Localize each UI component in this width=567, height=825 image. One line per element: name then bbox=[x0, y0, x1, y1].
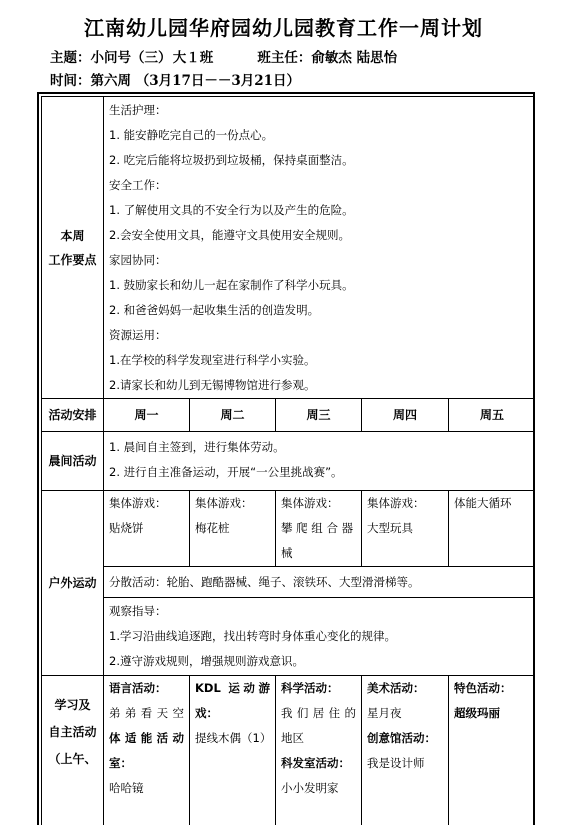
morning-label: 晨间活动 bbox=[42, 432, 104, 491]
focus-line: 2.会安全使用文具，能遵守文具使用安全规则。 bbox=[109, 228, 350, 242]
outdoor-split: 分散活动：轮胎、跑酷器械、绳子、滚铁环、大型滑滑梯等。 bbox=[104, 567, 536, 598]
day-tuesday: 周二 bbox=[190, 399, 276, 432]
day-friday: 周五 bbox=[449, 399, 536, 432]
focus-line: 1. 鼓励家长和幼儿一起在家制作了科学小玩具。 bbox=[109, 278, 354, 292]
schedule-header-row bbox=[42, 399, 536, 432]
study-label: 学习及 自主活动 （上午、 bbox=[42, 676, 104, 825]
morning-row bbox=[42, 432, 536, 491]
morning-line-1: 1. 晨间自主签到，进行集体劳动。 bbox=[109, 440, 285, 454]
outdoor-game-tue: 集体游戏： 梅花桩 bbox=[190, 491, 276, 567]
study-thu: 美术活动： 星月夜 创意馆活动： 我是设计师 bbox=[362, 676, 449, 825]
meta-row-1 bbox=[50, 46, 397, 66]
focus-line: 家园协同： bbox=[109, 253, 167, 267]
outdoor-split-row bbox=[42, 567, 536, 598]
focus-line: 2.请家长和幼儿到无锡博物馆进行参观。 bbox=[109, 378, 316, 392]
focus-row bbox=[42, 97, 536, 399]
focus-line: 1. 能安静吃完自己的一份点心。 bbox=[109, 128, 274, 142]
focus-line: 2. 和爸爸妈妈一起收集生活的创造发明。 bbox=[109, 303, 320, 317]
study-tue: KDL 运动游 戏： 提线木偶（1） bbox=[190, 676, 276, 825]
study-fri: 特色活动： 超级玛丽 bbox=[449, 676, 536, 825]
schedule-label: 活动安排 bbox=[42, 399, 104, 432]
plan-table-frame bbox=[37, 92, 535, 825]
day-monday: 周一 bbox=[104, 399, 190, 432]
focus-line: 1.在学校的科学发现室进行科学小实验。 bbox=[109, 353, 316, 367]
focus-line: 资源运用： bbox=[109, 328, 167, 342]
day-thursday: 周四 bbox=[362, 399, 449, 432]
outdoor-game-wed: 集体游戏： 攀 爬 组 合 器 械 bbox=[276, 491, 362, 567]
day-wednesday: 周三 bbox=[276, 399, 362, 432]
outdoor-games-row bbox=[42, 491, 536, 567]
morning-content bbox=[104, 432, 536, 491]
focus-line: 生活护理： bbox=[109, 103, 167, 117]
study-row bbox=[42, 676, 536, 825]
study-mon: 语言活动： 弟 弟 看 天 空 体 适 能 活 动 室： 哈哈镜 bbox=[104, 676, 190, 825]
meta-row-2 bbox=[50, 69, 300, 89]
outdoor-observe-row bbox=[42, 598, 536, 676]
focus-line: 安全工作： bbox=[109, 178, 167, 192]
outdoor-game-mon: 集体游戏： 贴烧饼 bbox=[104, 491, 190, 567]
focus-line: 1. 了解使用文具的不安全行为以及产生的危险。 bbox=[109, 203, 354, 217]
morning-line-2: 2. 进行自主准备运动，开展“一公里挑战赛”。 bbox=[109, 465, 343, 479]
focus-line: 2. 吃完后能将垃圾扔到垃圾桶，保持桌面整洁。 bbox=[109, 153, 354, 167]
time-text: 时间：第六周 （3月17日－－3月21日） bbox=[50, 73, 301, 89]
theme-text: 主题：小问号（三） bbox=[50, 50, 172, 66]
teacher-text: 班主任：俞敏杰 陆思怡 bbox=[257, 50, 398, 66]
focus-label: 本周 工作要点 bbox=[42, 97, 104, 399]
class-text: 大１班 bbox=[172, 50, 214, 66]
focus-content bbox=[104, 97, 536, 399]
study-wed: 科学活动： 我 们 居 住 的 地区 科发室活动： 小小发明家 bbox=[276, 676, 362, 825]
outdoor-label: 户外运动 bbox=[42, 491, 104, 676]
plan-table bbox=[41, 96, 535, 825]
outdoor-game-fri: 体能大循环 bbox=[449, 491, 536, 567]
outdoor-game-thu: 集体游戏： 大型玩具 bbox=[362, 491, 449, 567]
outdoor-observe: 观察指导： 1.学习沿曲线追逐跑，找出转弯时身体重心变化的规律。 2.遵守游戏规则，增强规则游戏意识。 bbox=[104, 598, 536, 676]
page-title: 江南幼儿园华府园幼儿园教育工作一周计划 bbox=[84, 16, 483, 40]
